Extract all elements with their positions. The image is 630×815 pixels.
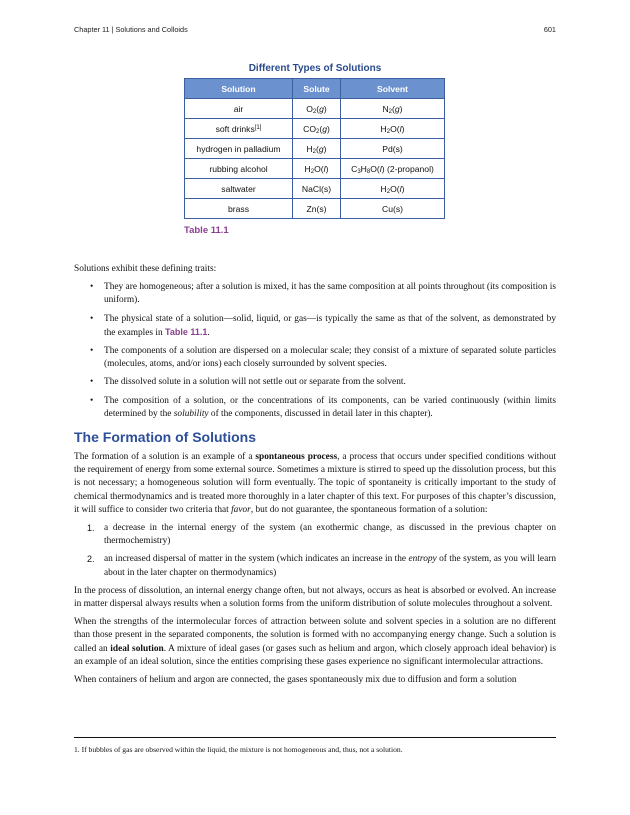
bullet-icon: • [90, 282, 94, 293]
table-cell-solute: $H_2O(l)$ [293, 159, 341, 179]
footnote-divider [74, 737, 556, 738]
table-cell-solvent: Pd(s) [341, 139, 445, 159]
list-item: • The dissolved solute in a solution will not settle out or separate from the solvent. [74, 376, 556, 389]
table-11-1-link[interactable]: Table 11.1 [164, 326, 208, 337]
list-item: 1. a decrease in the internal energy of the system (an exothermic change, as discussed in the previous chapter on thermochemistry) [87, 523, 556, 547]
running-header [74, 25, 556, 37]
list-item: • The components of a solution are dispersed on a molecular scale; they consist of a mixture of separated solute particles (molecules, atoms, and/or ions) each closely surrounded by solvent species. [90, 346, 556, 370]
table-cell-solvent: $H_2O(l)$ [341, 179, 445, 199]
table-row [185, 139, 445, 159]
bullet-icon: • [90, 395, 94, 406]
traits-list [74, 281, 556, 421]
footnote: 1. If bubbles of gas are observed within the liquid, the mixture is not homogeneous and, thus, not a solution. [74, 745, 403, 754]
paragraph-dissolution: In the process of dissolution, an internal energy change often, but not always, occurs as heat is absorbed or evolved. An increase in matter dispersal always results when a solution forms from the uniform distribution of solute molecules throughout a solvent. [74, 585, 556, 610]
table-cell-solvent: $N_2(g)$ [341, 99, 445, 119]
table-cell-solute: $CO_2(g)$ [293, 119, 341, 139]
chapter-title: Chapter 11 | Solutions and Colloids [74, 25, 188, 34]
bullet-icon: • [90, 346, 94, 357]
table-cell-solution: hydrogen in palladium [185, 139, 293, 159]
table-cell-solution: saltwater [185, 179, 293, 199]
bullet-icon: • [90, 313, 94, 324]
list-item: • They are homogeneous; after a solution is mixed, it has the same composition at all points throughout (its composition is uniform). [90, 282, 556, 306]
list-item: 2. an increased dispersal of matter in the system (which indicates an increase in the entropy of the system, as you will learn about in the later chapter on thermodynamics) [87, 554, 556, 578]
table-row [185, 179, 445, 199]
list-item: • The physical state of a solution—solid, liquid, or gas—is typically the same as that of the solvent, as demonstrated by the examples in Table 11.1. [90, 313, 556, 338]
paragraph-spontaneous: The formation of a solution is an example of a spontaneous process, a process that occurs under specified conditions without the requirement of energy from some external source. Sometimes a mixture is stirred to speed up the dissolution process, but this is not necessary; a homogeneous solution will form eventually. The topic of spontaneity is critically important to the study of chemical thermodynamics and is treated more thoroughly in a later chapter of this text. For purposes of this chapter’s discussion, it will suffice to consider two criteria that favor, but do not guarantee, the spontaneous formation of a solution: [74, 452, 556, 515]
table-cell-solvent: $H_2O(l)$ [341, 119, 445, 139]
list-item: • The composition of a solution, or the concentrations of its components, can be varied continuously (within limits determined by the solubility of the components, discussed in detail later in this chapter). [90, 395, 556, 419]
page-number: 601 [543, 25, 556, 34]
paragraph-helium-argon: When containers of helium and argon are connected, the gases spontaneously mix due to diffusion and form a solution [74, 675, 517, 686]
table-cell-solute: $H_2(g)$ [293, 139, 341, 159]
table-cell-solute: NaCl(s) [293, 179, 341, 199]
bullet-icon: • [90, 377, 94, 388]
table-caption: Table 11.1 [184, 225, 229, 236]
table-cell-solute: $O_2(g)$ [293, 99, 341, 119]
column-header-solvent: Solvent [341, 79, 445, 99]
solutions-table [184, 78, 445, 219]
table-body [185, 99, 445, 219]
table-cell-solvent: $C_3H_8O(l)$ (2-propanol) [341, 159, 445, 179]
table-row [185, 199, 445, 219]
table-title: Different Types of Solutions [248, 63, 382, 74]
section-heading: The Formation of Solutions [74, 429, 256, 446]
table-cell-solution: soft drinks[1] [185, 119, 293, 139]
paragraph-ideal-solution: When the strengths of the intermolecular forces of attraction between solute and solvent species in a solution are no different than those present in the separated components, the solution is formed with no accompanying energy change. Such a solution is called an ideal solution. A mixture of ideal gases (or gases such as helium and argon, which closely approach ideal behavior) is an example of an ideal solution, since the entities comprising these gases experience no significant intermolecular attractions. [74, 617, 556, 667]
solutions-table-block [184, 63, 446, 236]
criteria-list [74, 522, 556, 580]
traits-section [74, 263, 556, 687]
table-header-row [185, 79, 445, 99]
column-header-solution: Solution [185, 79, 293, 99]
table-cell-solution: air [185, 99, 293, 119]
table-cell-solvent: Cu(s) [341, 199, 445, 219]
table-cell-solution: brass [185, 199, 293, 219]
table-row [185, 99, 445, 119]
traits-intro: Solutions exhibit these defining traits: [74, 264, 217, 274]
table-cell-solute: Zn(s) [293, 199, 341, 219]
table-row [185, 159, 445, 179]
column-header-solute: Solute [293, 79, 341, 99]
table-cell-solution: rubbing alcohol [185, 159, 293, 179]
table-row [185, 119, 445, 139]
